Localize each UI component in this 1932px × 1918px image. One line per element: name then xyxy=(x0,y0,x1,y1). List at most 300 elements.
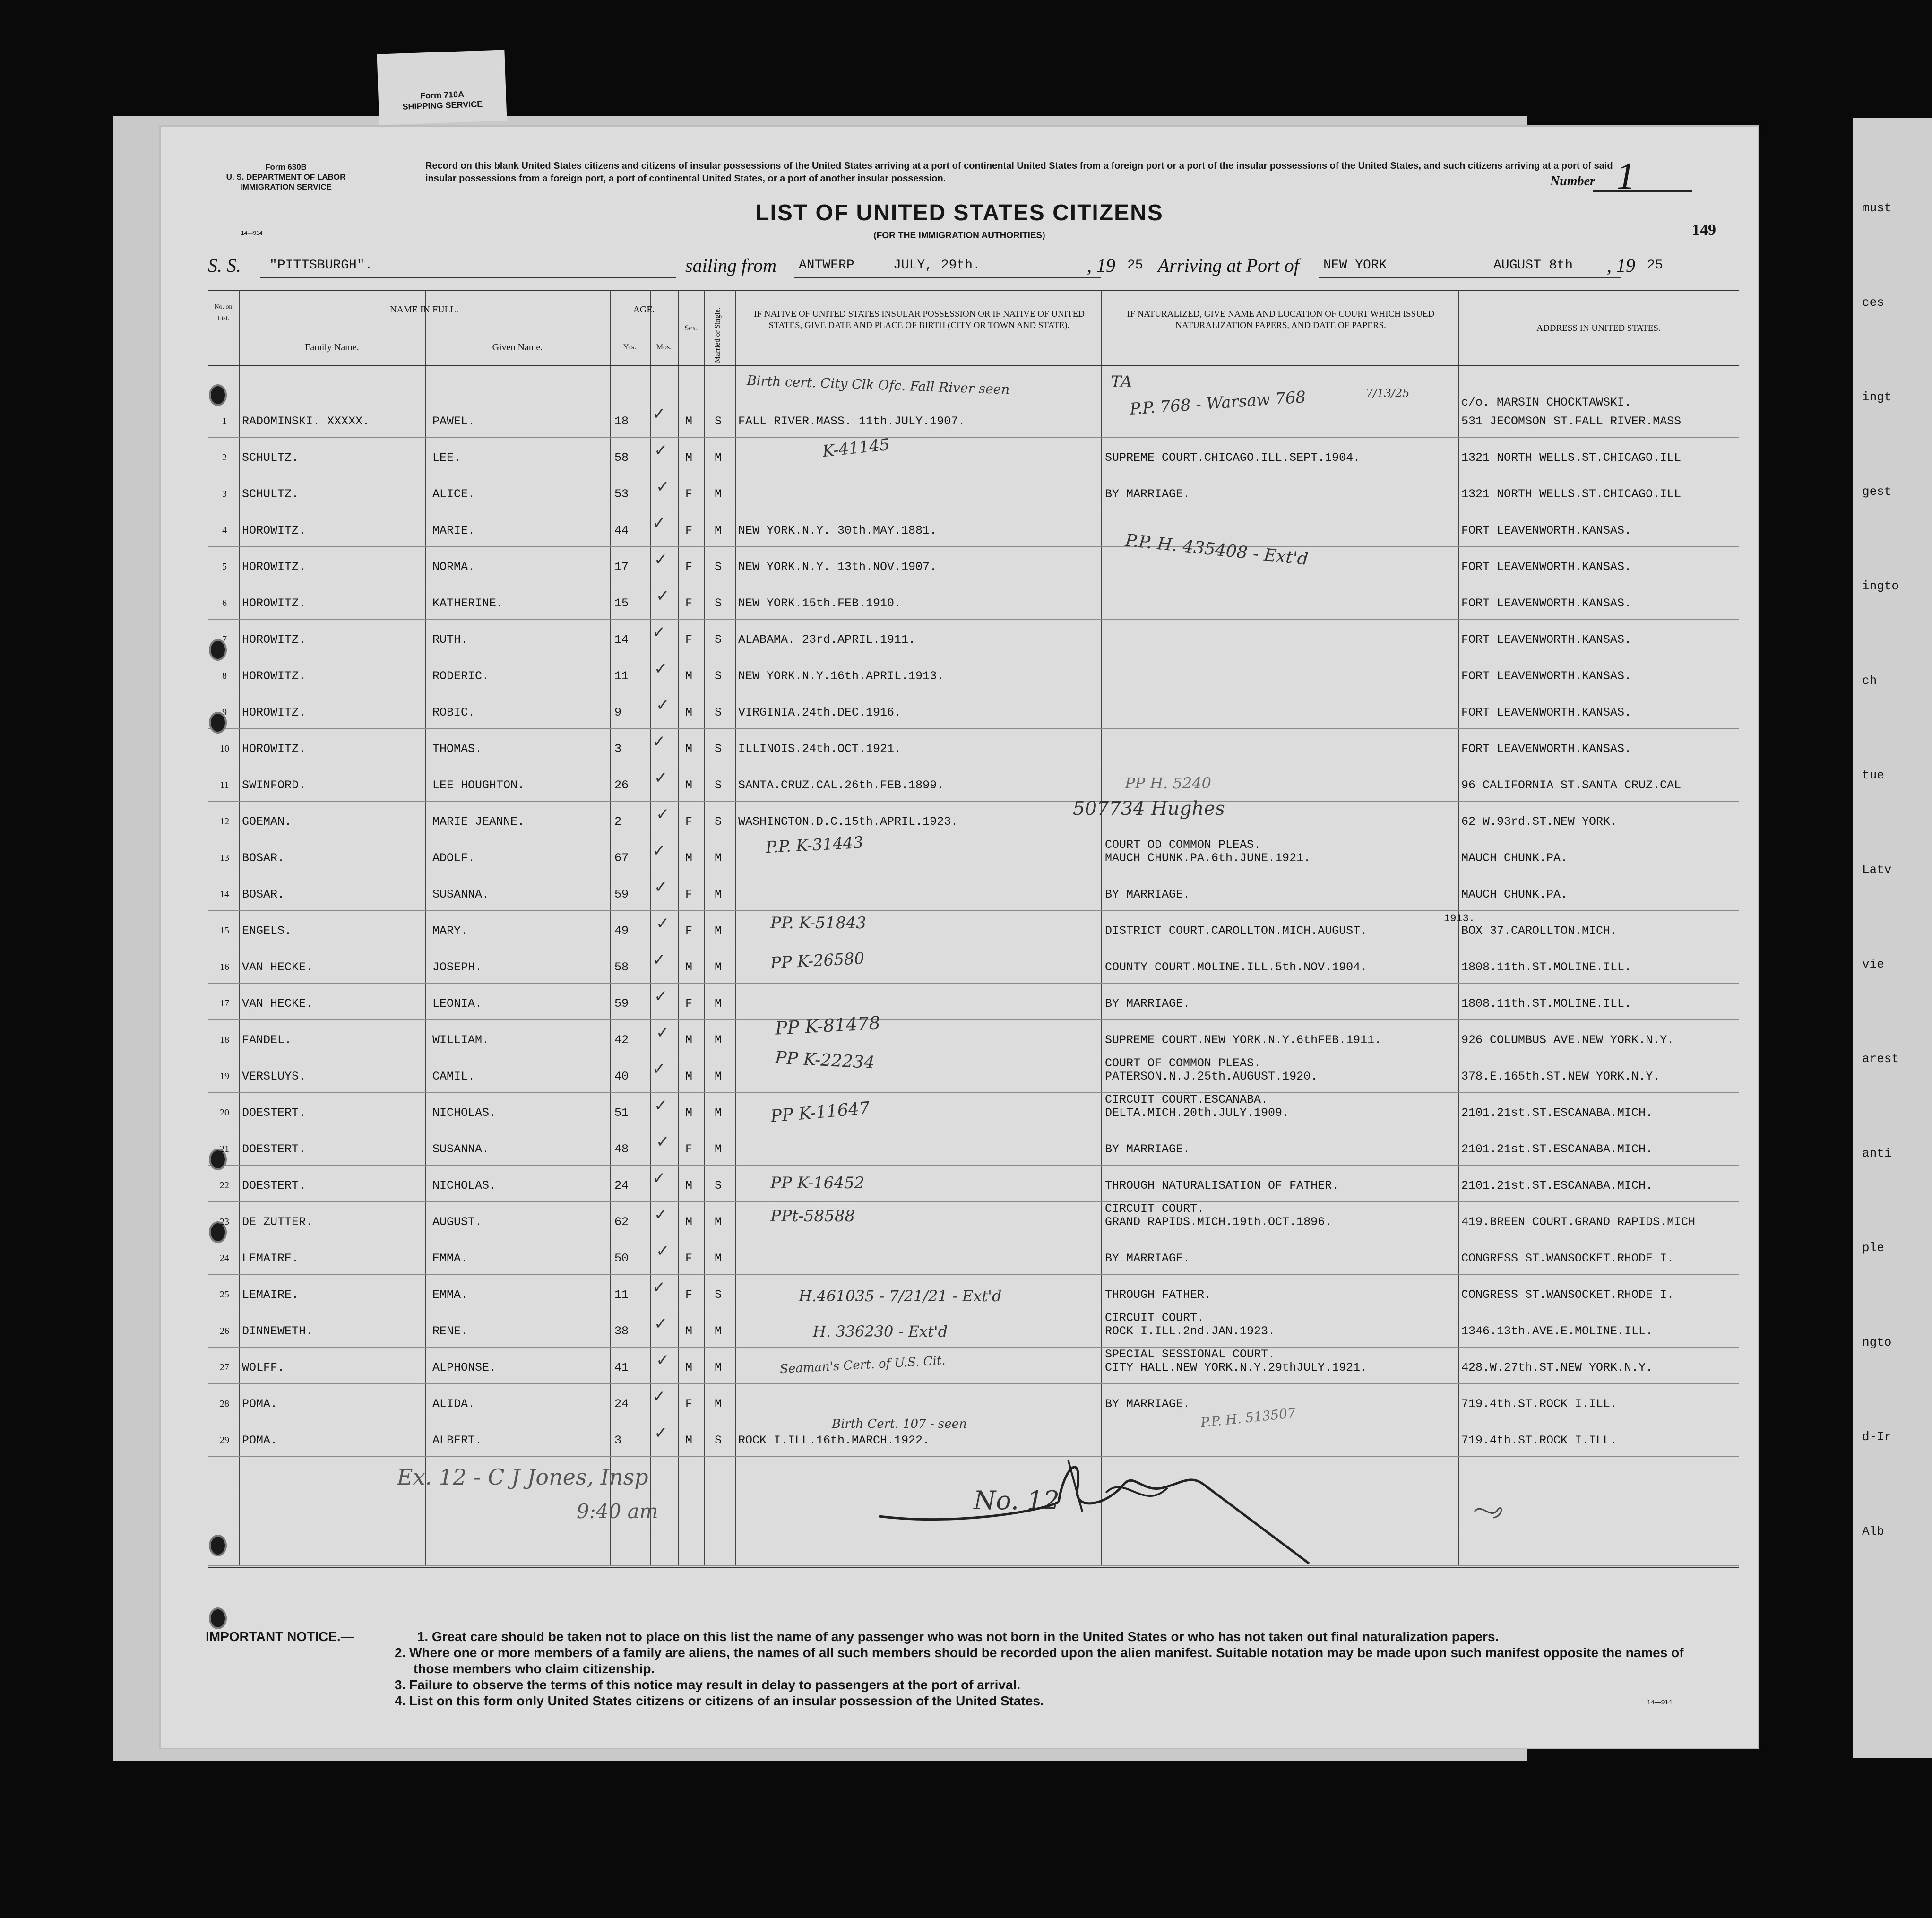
given-name: MARY. xyxy=(432,924,468,938)
sex: M xyxy=(685,706,693,719)
given-name: THOMAS. xyxy=(432,742,483,756)
check-mark: ✓ xyxy=(656,1132,670,1151)
address: 1321 NORTH WELLS.ST.CHICAGO.ILL xyxy=(1461,487,1682,501)
check-mark: ✓ xyxy=(654,1205,668,1224)
adjacent-page-text: ingt xyxy=(1862,390,1892,404)
line-number: 20 xyxy=(220,1107,229,1118)
hw-r1-ta: TA xyxy=(1111,372,1132,391)
sex: M xyxy=(685,415,693,428)
family-name: GOEMAN. xyxy=(242,815,292,829)
number-value: 1 xyxy=(1616,156,1635,197)
col-mos: Mos. xyxy=(656,343,672,351)
hw-r25-nat: H.461035 - 7/21/21 - Ext'd xyxy=(799,1287,1002,1305)
age-years: 2 xyxy=(614,815,622,829)
line-number: 14 xyxy=(220,889,229,899)
marital-status: M xyxy=(715,924,722,938)
row-rule xyxy=(208,619,1739,620)
age-years: 59 xyxy=(614,888,629,901)
adjacent-page-text: vie xyxy=(1862,957,1884,971)
family-name: SCHULTZ. xyxy=(242,487,299,501)
check-mark: ✓ xyxy=(654,769,668,787)
marital-status: S xyxy=(715,415,722,428)
row-rule xyxy=(208,1274,1739,1275)
check-mark: ✓ xyxy=(652,514,666,533)
shipping-service-tab xyxy=(377,50,507,125)
adjacent-page-text: must xyxy=(1862,201,1892,215)
marital-status: M xyxy=(715,451,722,465)
family-name: WOLFF. xyxy=(242,1361,285,1374)
ss-label: S. S. xyxy=(208,255,241,276)
line-number: 25 xyxy=(220,1289,229,1300)
age-years: 42 xyxy=(614,1033,629,1047)
check-mark: ✓ xyxy=(654,659,668,678)
age-years: 26 xyxy=(614,778,629,792)
col-divider xyxy=(610,290,611,1566)
col-married: Married or Single. xyxy=(714,307,722,363)
naturalization: GRAND RAPIDS.MICH.19th.OCT.1896. xyxy=(1105,1215,1332,1229)
sex: F xyxy=(685,560,693,574)
given-name: ALICE. xyxy=(432,487,475,501)
arrive-date: AUGUST 8th xyxy=(1493,258,1573,273)
naturalization: DISTRICT COURT.CAROLLTON.MICH.AUGUST. xyxy=(1105,924,1368,938)
line-number: 5 xyxy=(222,562,227,572)
naturalization-court: CIRCUIT COURT. xyxy=(1105,1202,1205,1216)
birth-place-date: VIRGINIA.24th.DEC.1916. xyxy=(738,706,902,719)
sex: M xyxy=(685,1434,693,1447)
adjacent-page-text: ces xyxy=(1862,295,1884,310)
line-number: 21 xyxy=(220,1144,229,1154)
marital-status: M xyxy=(715,1397,722,1411)
given-name: RUTH. xyxy=(432,633,468,647)
sex: M xyxy=(685,1324,693,1338)
line-number: 9 xyxy=(222,707,227,717)
number-underline xyxy=(1593,190,1692,192)
given-name: NORMA. xyxy=(432,560,475,574)
line-number: 26 xyxy=(220,1326,229,1336)
check-mark: ✓ xyxy=(656,696,670,715)
col-given-name: Given Name. xyxy=(492,342,543,353)
birth-place-date: NEW YORK.N.Y. 13th.NOV.1907. xyxy=(738,560,937,574)
given-name: ADOLF. xyxy=(432,851,475,865)
row-rule xyxy=(208,983,1739,984)
marital-status: M xyxy=(715,524,722,537)
instructions-text: Record on this blank United States citizens and citizens of insular possessions of the United States arriving at a port of continental United States from a foreign port or a port of the insular possessions of the United States, and such citizens arriving at a port of said insular possessions from a foreign port, a port of continental United States, or a port of another insular possession. xyxy=(425,161,1613,184)
sex: F xyxy=(685,888,693,901)
tab-line1: Form 710A xyxy=(420,89,465,101)
address: 2101.21st.ST.ESCANABA.MICH. xyxy=(1461,1179,1653,1192)
sex: F xyxy=(685,487,693,501)
row-rule xyxy=(208,546,1739,547)
hw-r1-birth: Birth cert. City Clk Ofc. Fall River seen xyxy=(746,372,1010,397)
naturalization: THROUGH FATHER. xyxy=(1105,1288,1212,1302)
given-name: LEE HOUGHTON. xyxy=(432,778,525,792)
birth-place-date: ALABAMA. 23rd.APRIL.1911. xyxy=(738,633,916,647)
age-years: 18 xyxy=(614,415,629,428)
address: FORT LEAVENWORTH.KANSAS. xyxy=(1461,706,1632,719)
family-name: RADOMINSKI. XXXXX. xyxy=(242,415,370,428)
marital-status: M xyxy=(715,1252,722,1265)
marital-status: S xyxy=(715,1179,722,1192)
given-name: RENE. xyxy=(432,1324,468,1338)
age-years: 24 xyxy=(614,1397,629,1411)
hw-r29-nat: P.P. H. 513507 xyxy=(1199,1405,1297,1431)
family-name: DE ZUTTER. xyxy=(242,1215,313,1229)
col-divider xyxy=(678,290,679,1566)
check-mark: ✓ xyxy=(654,550,668,569)
adjacent-page-text: ngto xyxy=(1862,1335,1892,1349)
marital-status: S xyxy=(715,596,722,610)
sex: F xyxy=(685,1252,693,1265)
sex: M xyxy=(685,960,693,974)
col-divider xyxy=(425,290,426,1566)
header-bottom xyxy=(208,365,1739,366)
line-number: 22 xyxy=(220,1180,229,1191)
hw-r22-nat: PP K-16452 xyxy=(770,1174,865,1192)
sex: F xyxy=(685,596,693,610)
marital-status: M xyxy=(715,1361,722,1374)
page-title: LIST OF UNITED STATES CITIZENS xyxy=(755,200,1164,225)
hw-time: 9:40 am xyxy=(577,1500,658,1523)
address: 2101.21st.ST.ESCANABA.MICH. xyxy=(1461,1106,1653,1120)
sex: F xyxy=(685,1288,693,1302)
tab-line2: SHIPPING SERVICE xyxy=(402,99,483,112)
row-rule xyxy=(208,1347,1739,1348)
naturalization: BY MARRIAGE. xyxy=(1105,1252,1190,1265)
marital-status: S xyxy=(715,1288,722,1302)
family-name: DOESTERT. xyxy=(242,1142,306,1156)
col-yrs: Yrs. xyxy=(623,343,637,351)
check-mark: ✓ xyxy=(656,587,670,605)
marital-status: S xyxy=(715,706,722,719)
marital-status: S xyxy=(715,742,722,756)
hw-r19-nat: PP K-22234 xyxy=(775,1048,875,1073)
given-name: SUSANNA. xyxy=(432,1142,490,1156)
address-care-of: c/o. MARSIN CHOCKTAWSKI. xyxy=(1461,396,1632,409)
ship-name: "PITTSBURGH". xyxy=(269,258,373,273)
adjacent-page-text: Alb xyxy=(1862,1524,1884,1538)
address: 1321 NORTH WELLS.ST.CHICAGO.ILL xyxy=(1461,451,1682,465)
hw-r16-nat: PP K-26580 xyxy=(770,949,865,973)
check-mark: ✓ xyxy=(652,950,666,969)
naturalization: ROCK I.ILL.2nd.JAN.1923. xyxy=(1105,1324,1276,1338)
family-name: FANDEL. xyxy=(242,1033,292,1047)
check-mark: ✓ xyxy=(652,1060,666,1079)
notice-item: 2. Where one or more members of a family are aliens, the names of all such members should be recorded upon the alien manifest. Suitable notation may be made upon such manifest opposite the names of those members who claim citizenship. xyxy=(395,1645,1684,1676)
given-name: RODERIC. xyxy=(432,669,490,683)
address: FORT LEAVENWORTH.KANSAS. xyxy=(1461,596,1632,610)
given-name: ROBIC. xyxy=(432,706,475,719)
marital-status: S xyxy=(715,560,722,574)
line-number: 8 xyxy=(222,671,227,681)
address: 719.4th.ST.ROCK I.ILL. xyxy=(1461,1397,1618,1411)
naturalization: BY MARRIAGE. xyxy=(1105,1397,1190,1411)
given-name: NICHOLAS. xyxy=(432,1106,497,1120)
hw-r18-nat: PP K-81478 xyxy=(775,1012,881,1039)
naturalization: COUNTY COURT.MOLINE.ILL.5th.NOV.1904. xyxy=(1105,960,1368,974)
family-name: HOROWITZ. xyxy=(242,669,306,683)
given-name: PAWEL. xyxy=(432,415,475,428)
adjacent-page-fragment xyxy=(1853,118,1932,1758)
line-number: 1 xyxy=(222,416,227,426)
sex: F xyxy=(685,1397,693,1411)
given-name: JOSEPH. xyxy=(432,960,483,974)
naturalization: THROUGH NATURALISATION OF FATHER. xyxy=(1105,1179,1339,1192)
check-mark: ✓ xyxy=(656,1242,670,1261)
manifest-page xyxy=(161,127,1758,1748)
col-address: ADDRESS IN UNITED STATES. xyxy=(1536,323,1661,333)
family-name: DOESTERT. xyxy=(242,1106,306,1120)
marital-status: M xyxy=(715,888,722,901)
line-number: 13 xyxy=(220,853,229,863)
col-family-name: Family Name. xyxy=(305,342,359,353)
age-years: 59 xyxy=(614,997,629,1011)
birth-place-date: NEW YORK.N.Y.16th.APRIL.1913. xyxy=(738,669,944,683)
hw-r12-nat: 507734 Hughes xyxy=(1073,798,1225,820)
family-name: HOROWITZ. xyxy=(242,633,306,647)
family-name: HOROWITZ. xyxy=(242,596,306,610)
given-name: LEONIA. xyxy=(432,997,483,1011)
address: 419.BREEN COURT.GRAND RAPIDS.MICH xyxy=(1461,1215,1696,1229)
line-number: 23 xyxy=(220,1217,229,1227)
address: FORT LEAVENWORTH.KANSAS. xyxy=(1461,633,1632,647)
line-number: 29 xyxy=(220,1435,229,1445)
age-years: 62 xyxy=(614,1215,629,1229)
naturalization: BY MARRIAGE. xyxy=(1105,888,1190,901)
family-name: LEMAIRE. xyxy=(242,1288,299,1302)
family-name: VERSLUYS. xyxy=(242,1070,306,1083)
age-years: 58 xyxy=(614,451,629,465)
given-name: CAMIL. xyxy=(432,1070,475,1083)
marital-status: S xyxy=(715,815,722,829)
address: FORT LEAVENWORTH.KANSAS. xyxy=(1461,560,1632,574)
age-years: 41 xyxy=(614,1361,629,1374)
sex: F xyxy=(685,815,693,829)
given-name: LEE. xyxy=(432,451,461,465)
given-name: ALPHONSE. xyxy=(432,1361,497,1374)
address: FORT LEAVENWORTH.KANSAS. xyxy=(1461,524,1632,537)
marital-status: S xyxy=(715,778,722,792)
address: 1808.11th.ST.MOLINE.ILL. xyxy=(1461,960,1632,974)
birth-place-date: FALL RIVER.MASS. 11th.JULY.1907. xyxy=(738,415,966,428)
row-rule xyxy=(208,728,1739,729)
given-name: NICHOLAS. xyxy=(432,1179,497,1192)
year-prefix-2: , 19 xyxy=(1607,255,1635,276)
address: FORT LEAVENWORTH.KANSAS. xyxy=(1461,742,1632,756)
check-mark: ✓ xyxy=(656,914,670,933)
address: 1346.13th.AVE.E.MOLINE.ILL. xyxy=(1461,1324,1653,1338)
col-list: No. on List. xyxy=(214,303,233,322)
hw-r27-nat: Seaman's Cert. of U.S. Cit. xyxy=(779,1353,946,1377)
sex: M xyxy=(685,778,693,792)
age-years: 11 xyxy=(614,1288,629,1302)
hw-r1-nat: P.P. 768 - Warsaw 768 xyxy=(1129,388,1307,419)
line-number: 2 xyxy=(222,452,227,463)
marital-status: M xyxy=(715,1324,722,1338)
hw-r15-nat: PP. K-51843 xyxy=(770,914,867,933)
arrive-year: 25 xyxy=(1647,258,1663,273)
naturalization: SUPREME COURT.CHICAGO.ILL.SEPT.1904. xyxy=(1105,451,1361,465)
notice-item: 3. Failure to observe the terms of this notice may result in delay to passengers at the port of arrival. xyxy=(395,1677,1021,1692)
hw-r1-date: 7/13/25 xyxy=(1366,387,1410,400)
sex: M xyxy=(685,1215,693,1229)
family-name: ENGELS. xyxy=(242,924,292,938)
notice-lead: IMPORTANT NOTICE.— xyxy=(206,1629,354,1644)
check-mark: ✓ xyxy=(654,878,668,897)
age-years: 49 xyxy=(614,924,629,938)
age-years: 3 xyxy=(614,1434,622,1447)
marital-status: M xyxy=(715,1215,722,1229)
age-years: 40 xyxy=(614,1070,629,1083)
sex: M xyxy=(685,669,693,683)
hw-r4-nat: P.P. H. 435408 - Ext'd xyxy=(1124,530,1310,570)
check-mark: ✓ xyxy=(652,732,666,751)
marital-status: S xyxy=(715,669,722,683)
sex: F xyxy=(685,633,693,647)
port-from: ANTWERP xyxy=(799,258,854,273)
check-mark: ✓ xyxy=(656,1023,670,1042)
adjacent-page-text: tue xyxy=(1862,768,1884,782)
family-name: HOROWITZ. xyxy=(242,560,306,574)
sex: M xyxy=(685,851,693,865)
form-header-block xyxy=(208,162,364,192)
hw-list-number: No. 12 xyxy=(974,1486,1060,1515)
depart-year: 25 xyxy=(1127,258,1143,273)
port-to: NEW YORK xyxy=(1323,258,1387,273)
check-mark: ✓ xyxy=(654,987,668,1006)
address: 378.E.165th.ST.NEW YORK.N.Y. xyxy=(1461,1070,1660,1083)
row-rule xyxy=(208,910,1739,911)
hw-r20-nat: PP K-11647 xyxy=(769,1098,871,1127)
row-rule xyxy=(208,1201,1739,1202)
col-divider xyxy=(650,290,651,1566)
col-name-in-full: NAME IN FULL. xyxy=(390,304,458,315)
naturalization-court: COURT OF COMMON PLEAS. xyxy=(1105,1056,1261,1070)
birth-place-date: SANTA.CRUZ.CAL.26th.FEB.1899. xyxy=(738,778,944,792)
age-years: 3 xyxy=(614,742,622,756)
line-number: 17 xyxy=(220,998,229,1009)
address: CONGRESS ST.WANSOCKET.RHODE I. xyxy=(1461,1252,1674,1265)
line-number: 15 xyxy=(220,925,229,936)
check-mark: ✓ xyxy=(652,1169,666,1188)
check-mark: ✓ xyxy=(652,1387,666,1406)
family-name: POMA. xyxy=(242,1397,278,1411)
address: 428.W.27th.ST.NEW YORK.N.Y. xyxy=(1461,1361,1653,1374)
address: FORT LEAVENWORTH.KANSAS. xyxy=(1461,669,1632,683)
notice-item: 4. List on this form only United States citizens or citizens of an insular possession of the United States. xyxy=(395,1693,1044,1708)
given-name: KATHERINE. xyxy=(432,596,504,610)
sex: M xyxy=(685,1179,693,1192)
check-mark: ✓ xyxy=(652,1278,666,1297)
check-mark: ✓ xyxy=(652,623,666,642)
line-number: 6 xyxy=(222,598,227,608)
sex: M xyxy=(685,1033,693,1047)
row-rule xyxy=(208,1019,1739,1020)
sex: F xyxy=(685,997,693,1011)
col-divider xyxy=(1101,290,1102,1566)
family-name: DOESTERT. xyxy=(242,1179,306,1192)
row-rule xyxy=(208,801,1739,802)
family-name: SCHULTZ. xyxy=(242,451,299,465)
col-divider xyxy=(735,290,736,1566)
sailing-from-label: sailing from xyxy=(685,255,776,276)
age-years: 50 xyxy=(614,1252,629,1265)
hw-r29-birth: Birth Cert. 107 - seen xyxy=(832,1417,967,1431)
col-divider xyxy=(704,290,705,1566)
marital-status: S xyxy=(715,1434,722,1447)
col-divider xyxy=(1458,290,1459,1566)
birth-place-date: WASHINGTON.D.C.15th.APRIL.1923. xyxy=(738,815,958,829)
sex: M xyxy=(685,742,693,756)
family-name: HOROWITZ. xyxy=(242,706,306,719)
marital-status: M xyxy=(715,960,722,974)
notice-item: 1. Great care should be taken not to place on this list the name of any passenger who was not born in the United States or who has not taken out final naturalization papers. xyxy=(417,1629,1499,1644)
given-name: ALIDA. xyxy=(432,1397,475,1411)
check-mark: ✓ xyxy=(654,1096,668,1115)
punch-hole xyxy=(209,1535,227,1556)
age-years: 58 xyxy=(614,960,629,974)
arriving-label: Arriving at Port of xyxy=(1158,255,1299,276)
col-birth: IF NATIVE OF UNITED STATES INSULAR POSSESSION OR IF NATIVE OF UNITED STATES, GIVE DATE AND PLACE OF BIRTH (CITY OR TOWN AND STATE). xyxy=(754,309,1085,330)
address: 1808.11th.ST.MOLINE.ILL. xyxy=(1461,997,1632,1011)
address: MAUCH CHUNK.PA. xyxy=(1461,851,1568,865)
naturalization: PATERSON.N.J.25th.AUGUST.1920. xyxy=(1105,1070,1318,1083)
line-number: 28 xyxy=(220,1399,229,1409)
row-rule xyxy=(208,437,1739,438)
address: BOX 37.CAROLLTON.MICH. xyxy=(1461,924,1618,938)
inspector-signature xyxy=(860,1431,1333,1573)
naturalization-court: CIRCUIT COURT.ESCANABA. xyxy=(1105,1093,1268,1106)
marital-status: M xyxy=(715,1142,722,1156)
family-name: DINNEWETH. xyxy=(242,1324,313,1338)
adjacent-page-text: anti xyxy=(1862,1146,1892,1160)
line-number: 7 xyxy=(222,634,227,645)
check-mark: ✓ xyxy=(656,1351,670,1370)
form-number: Form 630B xyxy=(265,163,307,172)
naturalization-court: SPECIAL SESSIONAL COURT. xyxy=(1105,1348,1276,1361)
col-divider xyxy=(239,290,240,1566)
address: CONGRESS ST.WANSOCKET.RHODE I. xyxy=(1461,1288,1674,1302)
age-years: 17 xyxy=(614,560,629,574)
given-name: SUSANNA. xyxy=(432,888,490,901)
adjacent-page-text: ple xyxy=(1862,1241,1884,1255)
given-name: MARIE. xyxy=(432,524,475,537)
naturalization: BY MARRIAGE. xyxy=(1105,487,1190,501)
naturalization-year: 1913. xyxy=(1444,913,1475,924)
hw-r23-nat: PPt-58588 xyxy=(770,1207,855,1226)
check-mark: ✓ xyxy=(652,841,666,860)
address: 531 JECOMSON ST.FALL RIVER.MASS xyxy=(1461,415,1682,428)
marital-status: S xyxy=(715,633,722,647)
adjacent-page-text: ingto xyxy=(1862,579,1899,593)
hw-r13-nat: P.P. K-31443 xyxy=(765,833,864,857)
address: 719.4th.ST.ROCK I.ILL. xyxy=(1461,1434,1618,1447)
check-mark: ✓ xyxy=(654,1314,668,1333)
adjacent-page-text: Latv xyxy=(1862,863,1892,877)
sex: M xyxy=(685,1070,693,1083)
family-name: LEMAIRE. xyxy=(242,1252,299,1265)
number-label: Number xyxy=(1550,174,1595,189)
age-years: 48 xyxy=(614,1142,629,1156)
year-prefix-1: , 19 xyxy=(1087,255,1115,276)
line-number: 27 xyxy=(220,1362,229,1373)
page-number: 149 xyxy=(1692,221,1716,239)
punch-hole xyxy=(209,384,227,406)
naturalization: BY MARRIAGE. xyxy=(1105,997,1190,1011)
naturalization: CITY HALL.NEW YORK.N.Y.29thJULY.1921. xyxy=(1105,1361,1368,1374)
age-years: 67 xyxy=(614,851,629,865)
naturalization: MAUCH CHUNK.PA.6th.JUNE.1921. xyxy=(1105,851,1311,865)
depart-date: JULY, 29th. xyxy=(893,258,981,273)
